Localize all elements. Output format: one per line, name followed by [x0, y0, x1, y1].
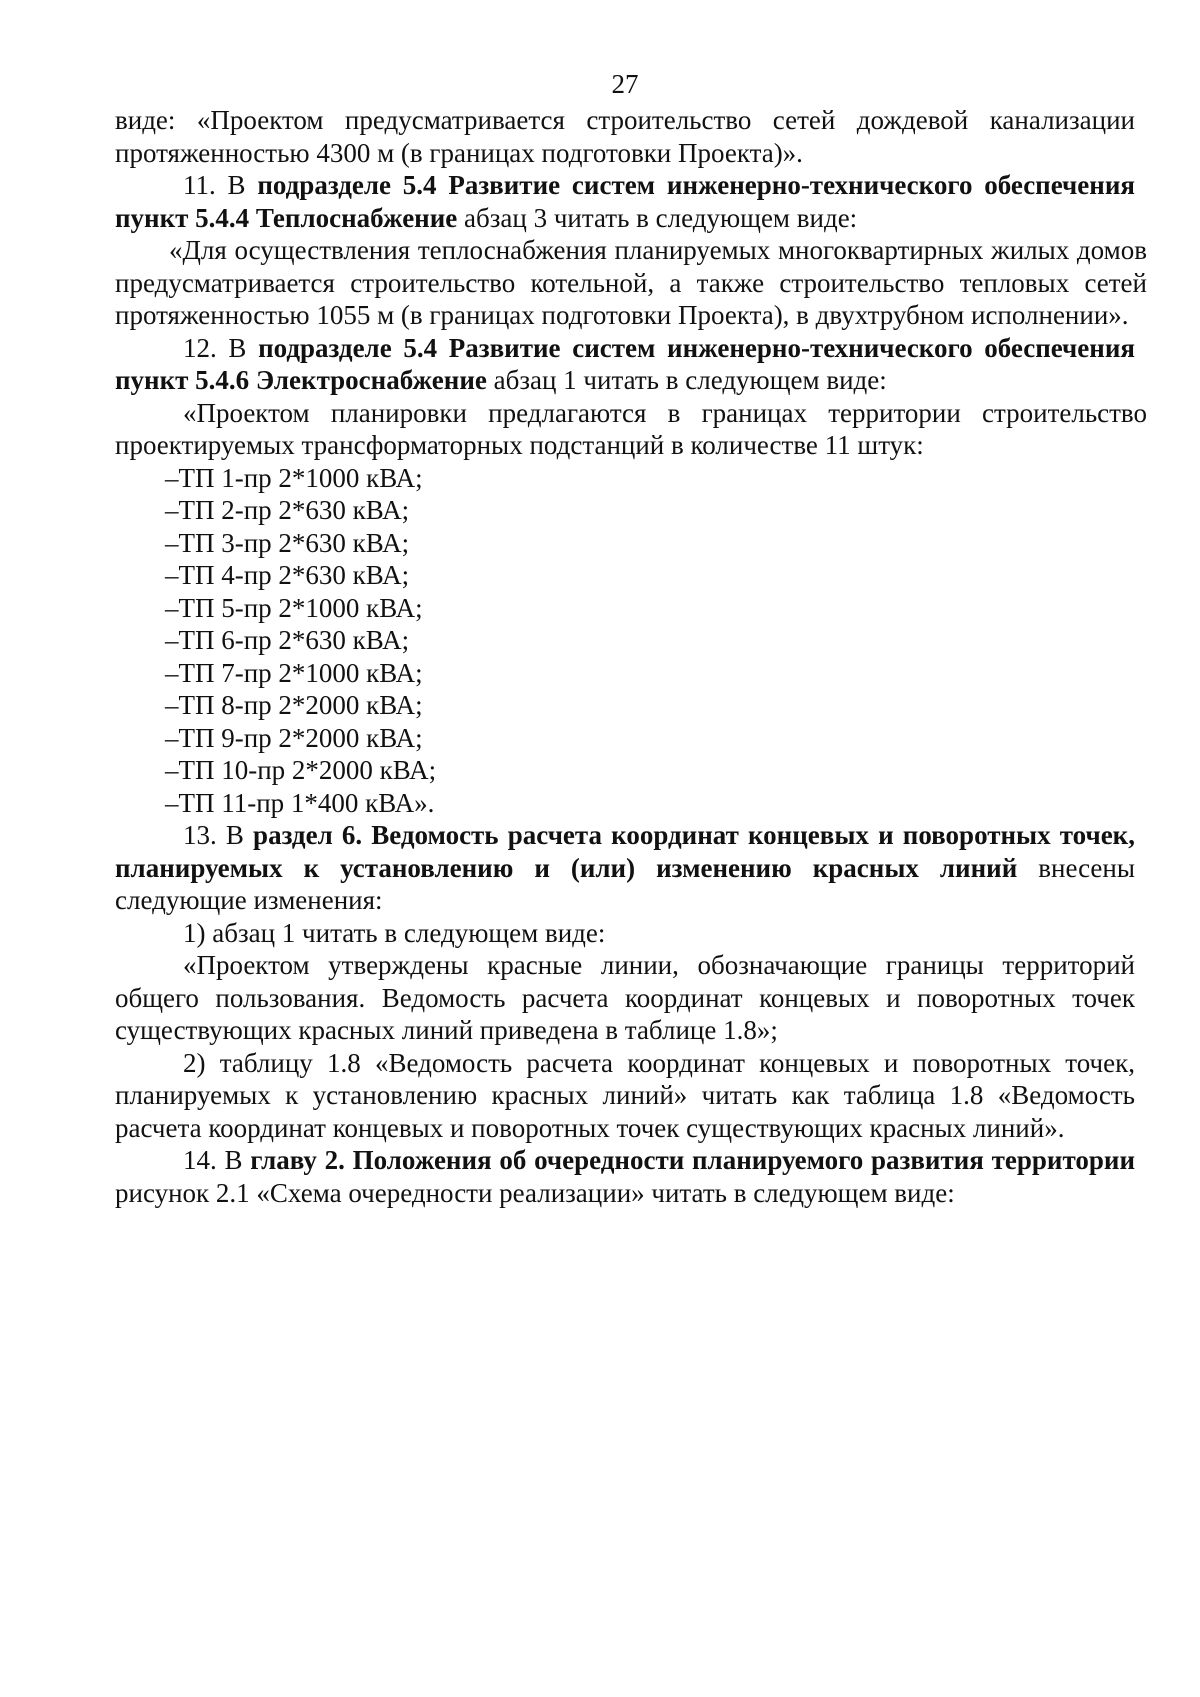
paragraph-heat-supply: «Для осуществления теплоснабжения планируемых многоквартирных жилых домов предусматривается строительство котельной, а также строительство тепловых сетей протяженностью 1055 м (в границах подготовки Проекта), в двухтрубном исполнении». — [115, 235, 1147, 330]
subitem-2: 2) таблицу 1.8 «Ведомость расчета координат концевых и поворотных точек, планируемых к установлению красных линий» читать как таблица 1.8 «Ведомость расчета координат концевых и поворотных точек существующих красных линий». — [115, 1047, 1135, 1143]
paragraph-drainage: виде: «Проектом предусматривается строительство сетей дождевой канализации протяженностью 4300 м (в границах подготовки Проекта)». — [115, 105, 1135, 168]
list-item: –ТП 1-пр 2*1000 кВА; — [165, 462, 423, 493]
item-13-prefix: В — [216, 820, 254, 850]
item-13 — [115, 819, 1135, 917]
item-14 — [115, 1144, 1135, 1209]
list-item: –ТП 4-пр 2*630 кВА; — [165, 560, 410, 590]
paragraph-power-supply: «Проектом планировки предлагаются в границах территории строительство проектируемых трансформаторных подстанций в количестве 11 штук: — [115, 397, 1147, 460]
item-13-bold: раздел 6. Ведомость расчета координат концевых и поворотных точек, планируемых к установлению и (или) изменению красных линий — [115, 820, 1135, 883]
item-13-rest: внесены следующие изменения: — [115, 852, 1135, 915]
item-12-bold: подразделе 5.4 Развитие систем инженерно-технического обеспечения пункт 5.4.6 Электроснабжение — [115, 332, 1135, 395]
list-item: –ТП 2-пр 2*630 кВА; — [165, 495, 410, 525]
item-14-prefix: В — [216, 1145, 251, 1175]
item-11-number: 11. — [183, 170, 216, 200]
subitem-1: 1) абзац 1 читать в следующем виде: — [183, 917, 606, 948]
item-11-bold: подразделе 5.4 Развитие систем инженерно-технического обеспечения пункт 5.4.4 Теплоснабжение — [115, 170, 1135, 233]
item-14-bold: главу 2. Положения об очередности планируемого развития территории — [250, 1145, 1135, 1175]
item-11-prefix: В — [215, 170, 258, 200]
list-item: –ТП 3-пр 2*630 кВА; — [165, 527, 410, 558]
document-page — [115, 68, 1147, 1209]
list-item: –ТП 10-пр 2*2000 кВА; — [165, 755, 437, 785]
item-14-number: 14. — [183, 1145, 217, 1175]
item-12 — [115, 332, 1135, 397]
item-12-number: 12. — [183, 332, 217, 363]
list-item: –ТП 9-пр 2*2000 кВА; — [165, 722, 423, 753]
item-13-number: 13. — [183, 820, 217, 850]
list-item: –ТП 6-пр 2*630 кВА; — [165, 625, 410, 655]
page-number: 27 — [611, 69, 639, 99]
item-12-rest: абзац 1 читать в следующем виде: — [486, 365, 887, 395]
list-item: –ТП 5-пр 2*1000 кВА; — [165, 592, 423, 623]
paragraph-red-lines: «Проектом утверждены красные линии, обозначающие границы территорий общего пользования. Ведомость расчета координат концевых и поворотных точек существующих красных линий приведена в таблице 1.8»; — [115, 950, 1135, 1045]
item-11 — [115, 169, 1135, 234]
list-item: –ТП 8-пр 2*2000 кВА; — [165, 690, 423, 720]
item-14-rest: рисунок 2.1 «Схема очередности реализации» читать в следующем виде: — [115, 1177, 955, 1208]
list-item: –ТП 11-пр 1*400 кВА». — [165, 787, 435, 818]
item-11-rest: абзац 3 читать в следующем виде: — [457, 202, 858, 233]
item-12-prefix: В — [216, 332, 259, 363]
substation-list — [115, 462, 1135, 820]
list-item: –ТП 7-пр 2*1000 кВА; — [165, 657, 423, 688]
